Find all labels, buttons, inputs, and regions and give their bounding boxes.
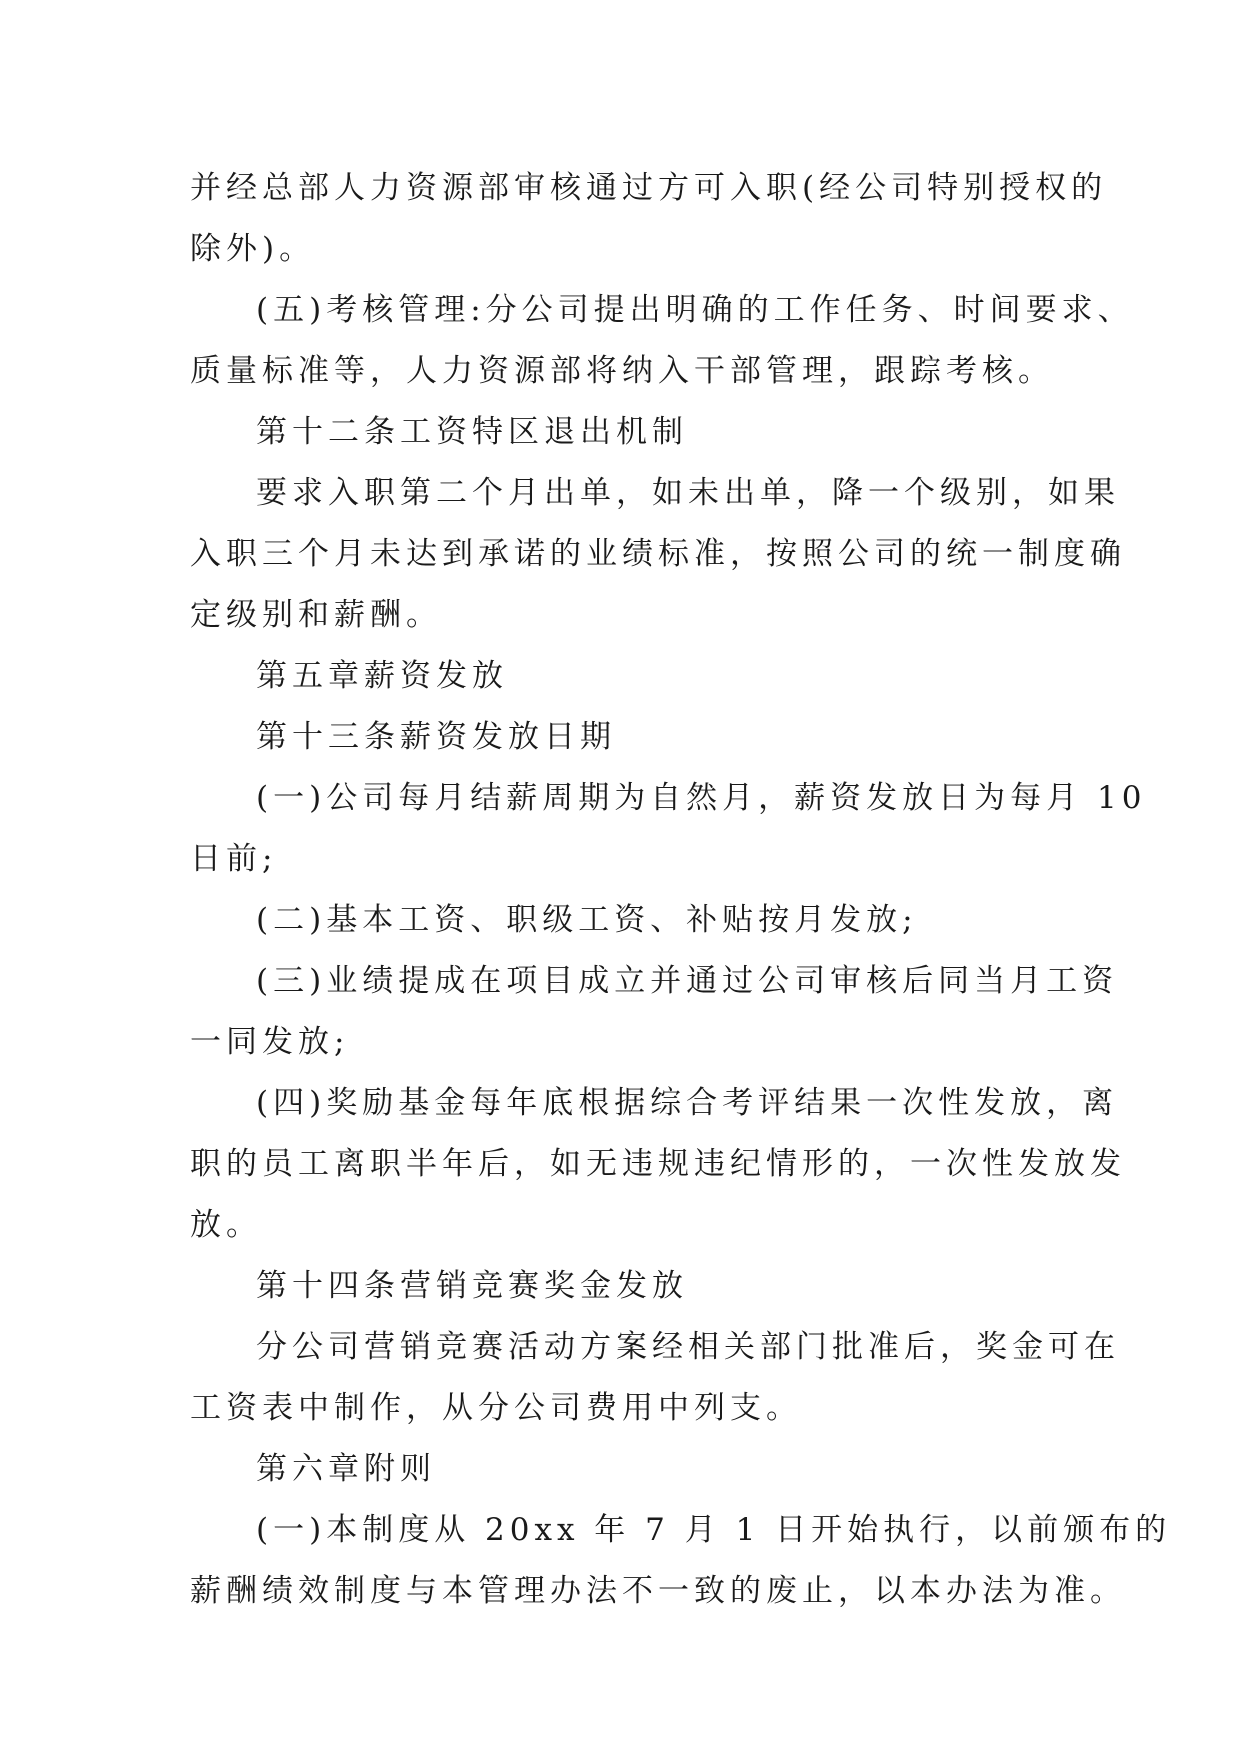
document-line: 要求入职第二个月出单，如未出单，降一个级别，如果 <box>256 475 1120 511</box>
document-line: 第六章附则 <box>256 1451 436 1487</box>
document-line: 并经总部人力资源部审核通过方可入职(经公司特别授权的 <box>190 170 1108 206</box>
document-line: 工资表中制作，从分公司费用中列支。 <box>190 1390 802 1426</box>
document-line: 第十四条营销竞赛奖金发放 <box>256 1268 688 1304</box>
document-line: (一)本制度从 20xx 年 7 月 1 日开始执行，以前颁布的 <box>256 1512 1172 1548</box>
document-line: 第十二条工资特区退出机制 <box>256 414 688 450</box>
document-line: 分公司营销竞赛活动方案经相关部门批准后，奖金可在 <box>256 1329 1120 1365</box>
document-line: 放。 <box>190 1207 262 1243</box>
document-line: 薪酬绩效制度与本管理办法不一致的废止，以本办法为准。 <box>190 1573 1126 1609</box>
document-line: 日前; <box>190 841 278 877</box>
document-line: (三)业绩提成在项目成立并通过公司审核后同当月工资 <box>256 963 1119 999</box>
document-line: (五)考核管理:分公司提出明确的工作任务、时间要求、 <box>256 292 1134 328</box>
document-line: 第十三条薪资发放日期 <box>256 719 616 755</box>
document-line: 第五章薪资发放 <box>256 658 508 694</box>
document-line: (二)基本工资、职级工资、补贴按月发放; <box>256 902 918 938</box>
document-line: (四)奖励基金每年底根据综合考评结果一次性发放，离 <box>256 1085 1119 1121</box>
document-line: (一)公司每月结薪周期为自然月，薪资发放日为每月 10 <box>256 780 1147 816</box>
document-line: 定级别和薪酬。 <box>190 597 442 633</box>
document-line: 质量标准等，人力资源部将纳入干部管理，跟踪考核。 <box>190 353 1054 389</box>
document-line: 一同发放; <box>190 1024 350 1060</box>
document-line: 职的员工离职半年后，如无违规违纪情形的，一次性发放发 <box>190 1146 1126 1182</box>
document-body <box>190 158 1172 1622</box>
document-line: 除外)。 <box>190 231 316 267</box>
document-line: 入职三个月未达到承诺的业绩标准，按照公司的统一制度确 <box>190 536 1126 572</box>
